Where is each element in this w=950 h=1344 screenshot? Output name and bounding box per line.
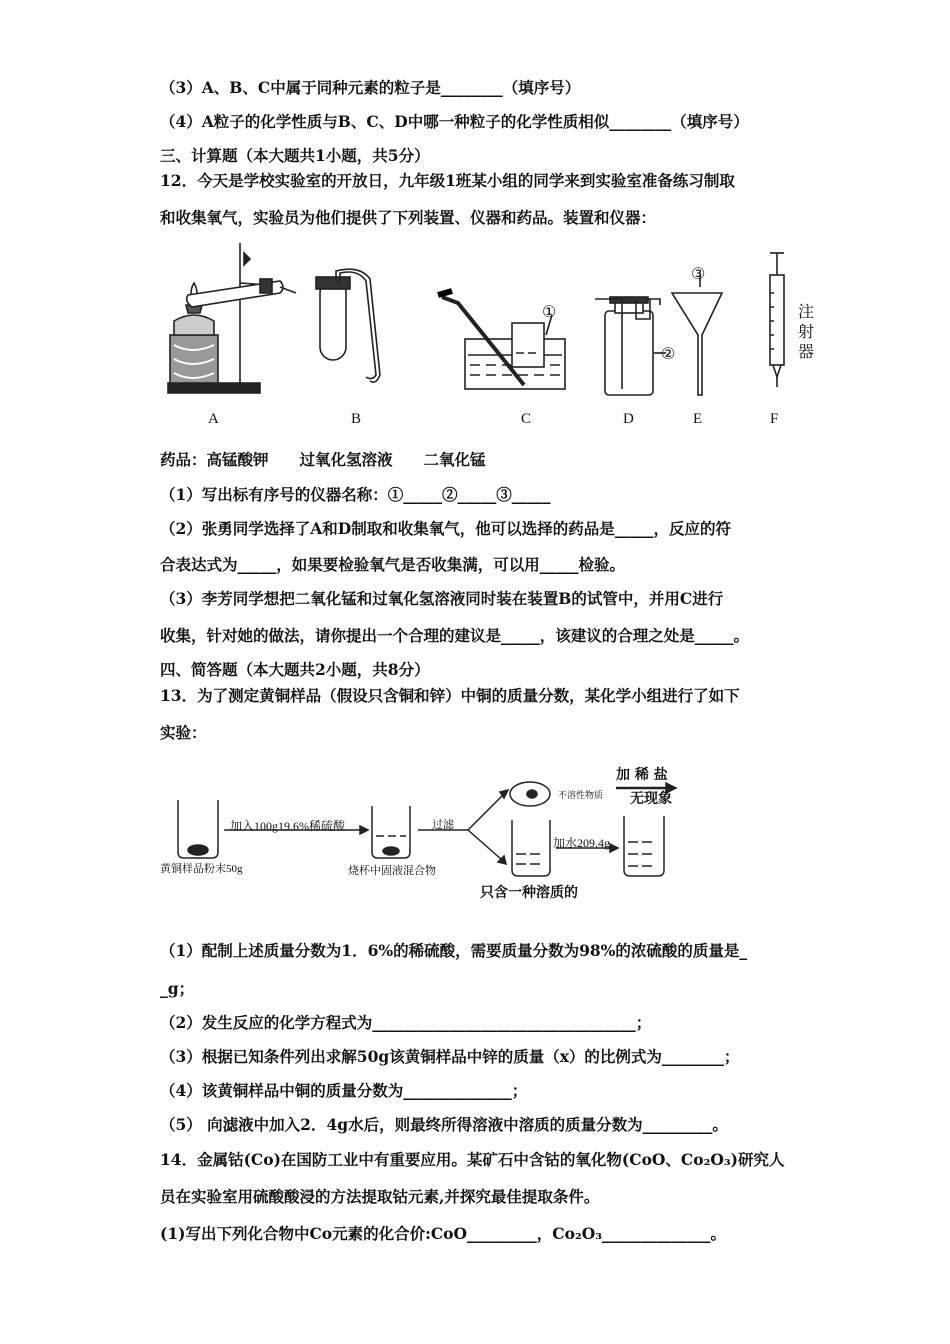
q14-text-1: 14．金属钴(Co)在国防工业中有重要应用。某矿石中含钴的氧化物(CoO、Co₂O₃)研究人 [160, 1150, 785, 1169]
q13-part1-a: （1）配制上述质量分数为1．6%的稀硫酸，需要质量分数为98%的浓硫酸的质量是_ [160, 941, 748, 960]
q13-text-2: 实验： [160, 723, 207, 742]
q12-part2-b: 合表达式为_____，如果要检验氧气是否收集满，可以用_____检验。 [160, 555, 626, 574]
flow-step-add-acid: 加入100g19.6%稀硫酸 [230, 819, 345, 833]
flow-insoluble-label: 不溶性物质 [558, 790, 604, 800]
apparatus-label-d: D [623, 411, 634, 427]
q12-part1: （1）写出标有序号的仪器名称：①_____②_____③_____ [160, 485, 551, 504]
q13-part2: （2）发生反应的化学方程式为__________________________________； [160, 1013, 652, 1032]
q13-part1-b: _g； [160, 979, 195, 998]
flow-step-filter: 过滤 [432, 819, 454, 831]
syringe-label: 注射器 [798, 302, 815, 361]
flow-step-add-water: 加水209.4g [553, 836, 611, 850]
apparatus-label-b: B [351, 411, 362, 427]
apparatus-label-e: E [693, 411, 703, 427]
q13-text-1: 13．为了测定黄铜样品（假设只含铜和锌）中铜的质量分数，某化学小组进行了如下 [160, 686, 740, 705]
q13-part4: （4）该黄铜样品中铜的质量分数为______________； [160, 1081, 528, 1100]
q14-text-2: 员在实验室用硫酸酸浸的方法提取钴元素,并探究最佳提取条件。 [160, 1187, 600, 1206]
q14-part1: (1)写出下列化合物中Co元素的化合价:CoO_________，Co₂O₃______________。 [160, 1224, 727, 1243]
apparatus-label-c: C [521, 411, 532, 427]
q13-part5: （5） 向滤液中加入2．4g水后，则最终所得溶液中溶质的质量分数为_________。 [160, 1115, 728, 1134]
q12-part2-a: （2）张勇同学选择了A和D制取和收集氧气，他可以选择的药品是_____，反应的符 [160, 519, 732, 538]
q11-part3: （3）A、B、C中属于同种元素的粒子是________（填序号） [160, 78, 581, 97]
q12-text-2: 和收集氧气，实验员为他们提供了下列装置、仪器和药品。装置和仪器： [160, 208, 657, 227]
flow-no-change-label: 无现象 [630, 791, 672, 807]
q13-part3: （3）根据已知条件列出求解50g该黄铜样品中锌的质量（x）的比例式为________； [160, 1047, 740, 1066]
apparatus-label-a: A [208, 411, 219, 427]
section-4-title: 四、简答题（本大题共2小题，共8分） [160, 660, 430, 679]
flow-sample-label: 黄铜样品粉末50g [160, 863, 243, 875]
flow-add-hcl-label: 加 稀 盐 [616, 767, 668, 783]
drugs-line: 药品：高锰酸钾 过氧化氢溶液 二氧化锰 [160, 450, 486, 469]
marker-2: ② [661, 346, 676, 363]
apparatus-label-f: F [770, 411, 779, 427]
q12-part3-a: （3）李芳同学想把二氧化锰和过氧化氢溶液同时装在装置B的试管中，并用C进行 [160, 589, 724, 608]
q12-part3-b: 收集，针对她的做法，请你提出一个合理的建议是_____，该建议的合理之处是_____。 [160, 626, 750, 645]
q11-part4: （4）A粒子的化学性质与B、C、D中哪一种粒子的化学性质相似________（填序号） [160, 112, 749, 131]
section-3-title: 三、计算题（本大题共1小题，共5分） [160, 146, 430, 165]
marker-3: ③ [691, 266, 706, 283]
flow-mixture-label: 烧杯中固液混合物 [348, 865, 436, 877]
q12-text-1: 12．今天是学校实验室的开放日，九年级1班某小组的同学来到实验室准备练习制取 [160, 171, 735, 190]
marker-1: ① [542, 304, 557, 321]
flow-solute-label: 只含一种溶质的 [480, 885, 578, 901]
